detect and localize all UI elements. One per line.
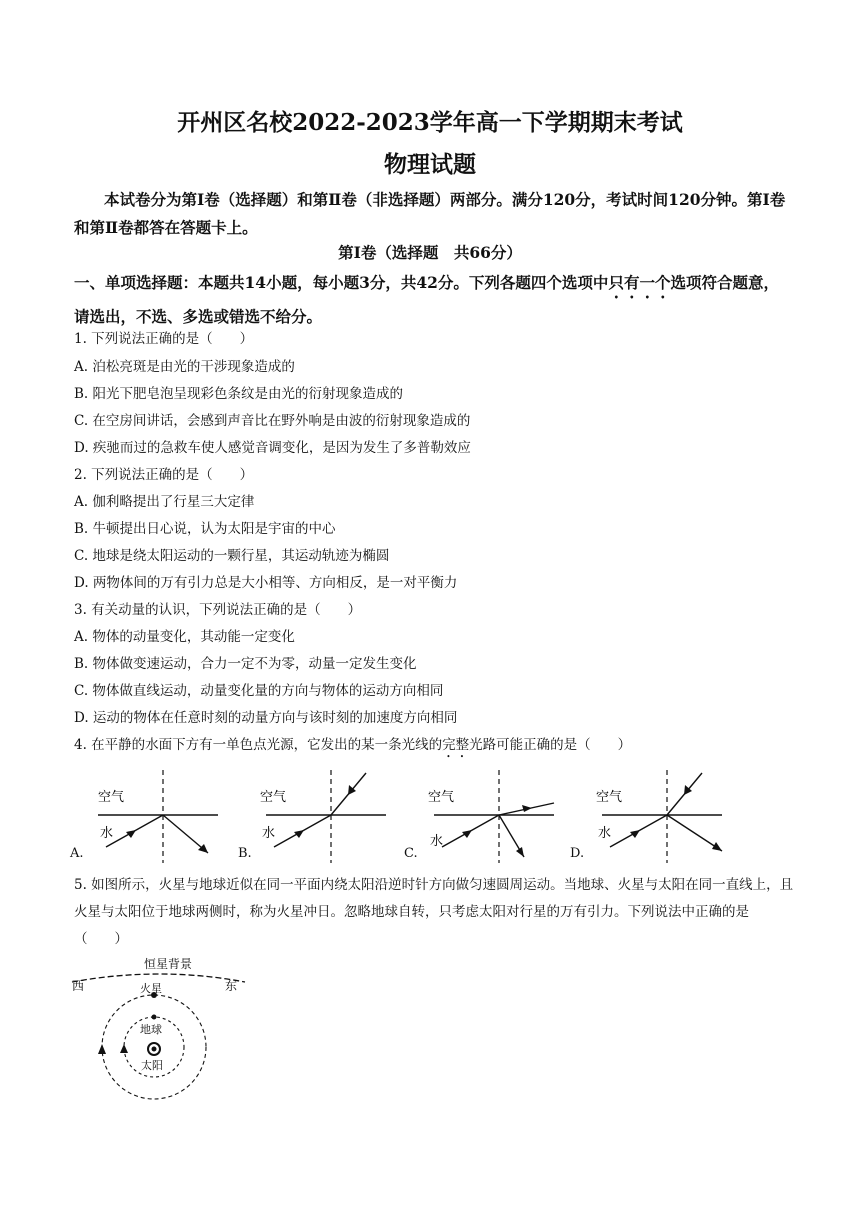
section1-emphasis: 只有一个 <box>608 273 671 292</box>
q4-a-water-label: 水 <box>100 826 114 841</box>
q4-label-c: C. <box>404 846 418 861</box>
exam-title: 开州区名校2022-2023学年高一下学期期末考试 <box>177 109 683 136</box>
q3-option-b: B. 物体做变速运动，合力一定不为零，动量一定发生变化 <box>74 656 417 672</box>
earth-label: 地球 <box>140 1023 162 1036</box>
q4-label-d: D. <box>570 846 585 861</box>
q4-stem <box>74 733 631 761</box>
q4-a-air-label: 空气 <box>98 790 125 805</box>
q4-label-a: A. <box>70 846 84 861</box>
earth-dot <box>152 1015 157 1020</box>
q4-d-air-label: 空气 <box>596 790 623 805</box>
exam-subtitle: 物理试题 <box>384 151 476 178</box>
section1-tail: 选项符合题意，请选出，不选、多选或错选不给分。 <box>74 273 779 326</box>
q4-figure-b <box>236 765 396 865</box>
q4-label-b: B. <box>238 846 252 861</box>
q2-option-c: C. 地球是绕太阳运动的一颗行星，其运动轨迹为椭圆 <box>74 548 390 564</box>
q4-b-water-label: 水 <box>262 826 276 841</box>
q4-stem-lead: 4. 在平静的水面下方有一单色点光源，它发出的某一条光线的 <box>74 737 443 753</box>
q4-d-water-label: 水 <box>598 826 612 841</box>
part1-heading: 第Ⅰ卷（选择题 共66分） <box>338 243 522 262</box>
q3-option-d: D. 运动的物体在任意时刻的动量方向与该时刻的加速度方向相同 <box>74 710 458 726</box>
exam-intro: 本试卷分为第Ⅰ卷（选择题）和第Ⅱ卷（非选择题）两部分。满分120分，考试时间120分钟。第Ⅰ卷和第Ⅱ卷都答在答题卡上。 <box>74 190 786 237</box>
section1-lead: 一、单项选择题：本题共14小题，每小题3分，共42分。下列各题四个选项中 <box>74 273 609 292</box>
q2-option-b: B. 牛顿提出日心说，认为太阳是宇宙的中心 <box>74 521 336 537</box>
q4-b-air-label: 空气 <box>260 790 287 805</box>
q5-orbit-figure <box>60 952 260 1116</box>
q1-stem: 1. 下列说法正确的是（ ） <box>74 331 254 347</box>
q1-option-a: A. 泊松亮斑是由光的干涉现象造成的 <box>74 359 295 375</box>
section1-instructions <box>74 268 794 332</box>
q4-stem-emphasis: 完整 <box>442 737 470 753</box>
q2-option-a: A. 伽利略提出了行星三大定律 <box>74 494 255 510</box>
q3-option-c: C. 物体做直线运动，动量变化量的方向与物体的运动方向相同 <box>74 683 444 699</box>
sun-label: 太阳 <box>141 1059 163 1072</box>
q2-stem: 2. 下列说法正确的是（ ） <box>74 467 254 483</box>
star-background-label: 恒星背景 <box>144 957 193 971</box>
q4-figure-a <box>68 765 228 865</box>
east-label: 东 <box>225 979 238 993</box>
q4-figure-c <box>404 765 564 865</box>
q3-stem: 3. 有关动量的认识，下列说法正确的是（ ） <box>74 602 362 618</box>
q4-c-air-label: 空气 <box>428 790 455 805</box>
q2-option-d: D. 两物体间的万有引力总是大小相等、方向相反，是一对平衡力 <box>74 575 458 591</box>
q4-c-water-label: 水 <box>430 834 444 849</box>
q4-stem-tail: 光路可能正确的是（ ） <box>469 737 632 753</box>
q4-figure-d <box>572 765 732 865</box>
q1-option-c: C. 在空房间讲话，会感到声音比在野外响是由波的衍射现象造成的 <box>74 413 471 429</box>
q1-option-b: B. 阳光下肥皂泡呈现彩色条纹是由光的衍射现象造成的 <box>74 386 404 402</box>
west-label: 西 <box>72 979 85 993</box>
q3-option-a: A. 物体的动量变化，其动能一定变化 <box>74 629 295 645</box>
q5-stem: 5. 如图所示，火星与地球近似在同一平面内绕太阳沿逆时针方向做匀速圆周运动。当地球、火星与太阳在同一直线上，且火星与太阳位于地球两侧时，称为火星冲日。忽略地球自转，只考虑太阳对行星的万有引力。下列说法中正确的是（ ） <box>74 877 794 947</box>
mars-label: 火星 <box>140 982 162 995</box>
q1-option-d: D. 疾驰而过的急救车使人感觉音调变化，是因为发生了多普勒效应 <box>74 440 471 456</box>
